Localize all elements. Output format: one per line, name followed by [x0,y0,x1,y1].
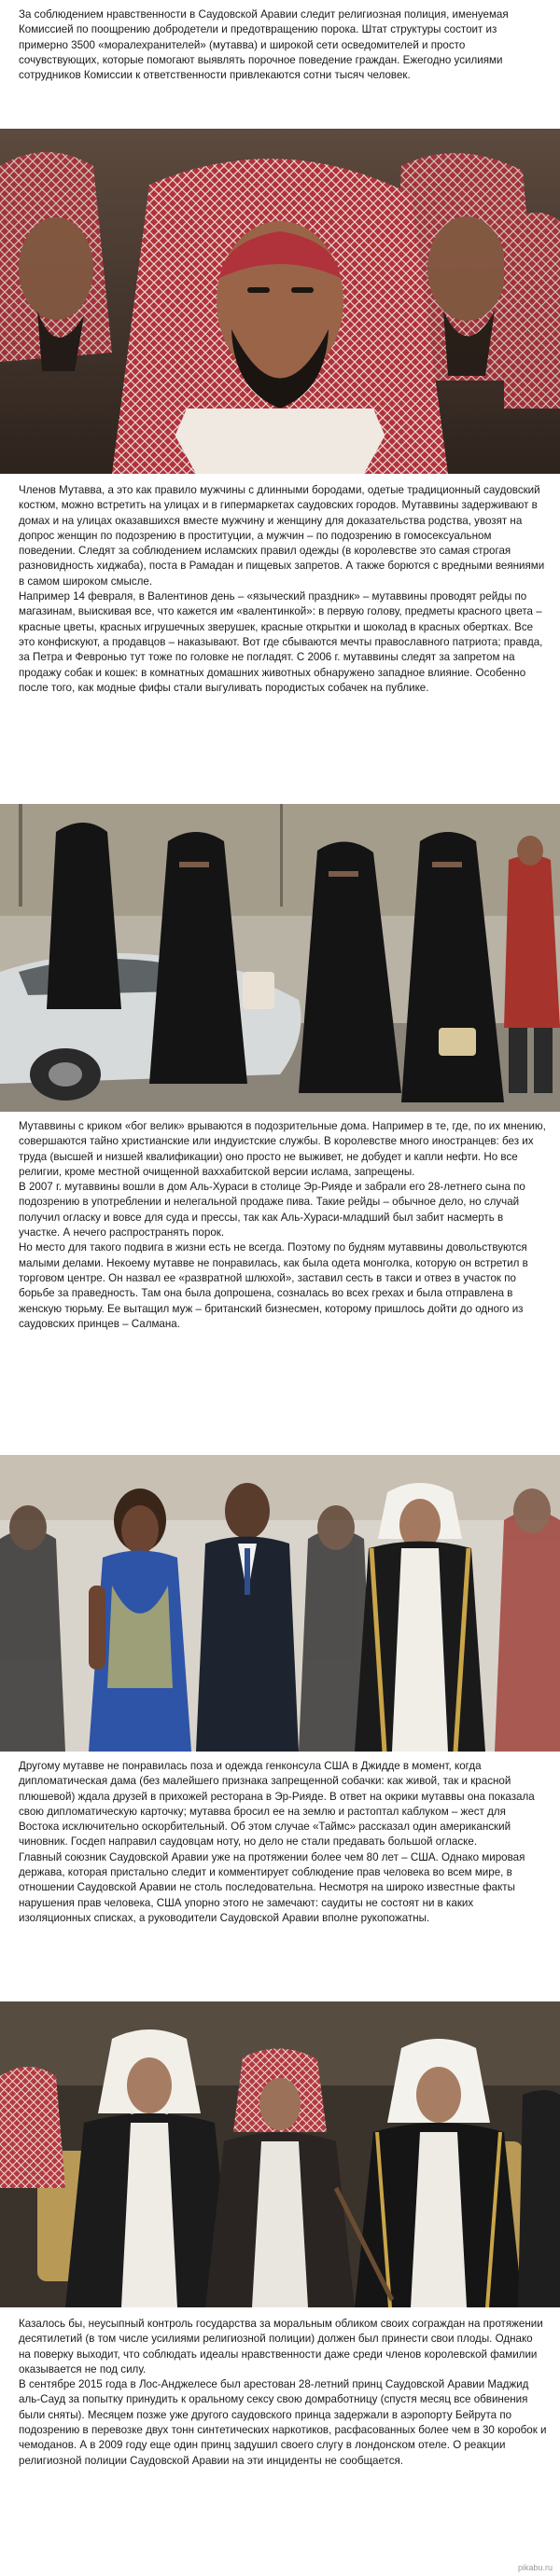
watermark-label: pikabu.ru [517,2563,553,2572]
paragraph: Мутаввины с криком «бог велик» врываются в подозрительные дома. Например в те, где, по их мнению, совершаются тайно христианские или индуистские службы. В королевстве много иностранцев: без их труда (высшей и низшей квалификации) оно просто не выживет, не добудет и капли нефти. Но все религии, кроме местной очищенной ваххабитской версии ислама, запрещены. [19,1120,546,1178]
text-block-4 [19,1759,547,1926]
photo-official-visit [0,1455,560,1752]
text-block-3 [19,1119,547,1332]
text-block-5 [19,2317,547,2469]
photo-royal-elders [0,2001,560,2307]
paragraph: Главный союзник Саудовской Аравии уже на протяжении более чем 80 лет – США. Однако мировая держава, которая пристально следит и комментирует соблюдение прав человека во всем мире, в отношении Саудовской Аравии не столь последовательна. Несмотря на широко известные факты нарушения прав человека, США упорно этого не замечают: саудиты не состоят ни в каких изоляционных списках, а руководители Саудовской Аравии вполне рукопожатны. [19,1850,525,1924]
paragraph: Например 14 февраля, в Валентинов день – «языческий праздник» – мутаввины проводят рейды по магазинам, выискивая все, что кажется им «валентинкой»: в первую голову, предметы красного цвета – красные цветы, красных игрушечных зверушек, красные открытки и шоколад в красных обертках. Все это конфискуют, а продавцов – наказывают. Вот где сбываются мечты православного патриота; правда, за Петра и Февронью тут тоже по головке не погладят. С 2006 г. мутаввины следят за запретом на продажу собак и кошек: в комнатных домашних животных обнаружено западное влияние. Особенно после того, как модные фифы стали выгуливать породистых собачек на публике. [19,590,543,694]
photo-women-in-niqab [0,804,560,1112]
text-block-2 [19,483,547,696]
photo-men-in-keffiyeh [0,129,560,474]
paragraph: За соблюдением нравственности в Саудовской Аравии следит религиозная полиция, именуемая Комиссией по поощрению добродетели и предотвращению порока. Штат структуры состоит из примерно 3500 «моралехранителей» (мутавва) и широкой сети осведомителей и просто сочувствующих, которые помогают выявлять порочное поведение граждан. Ежегодно усилиями сотрудников Комиссии к ответственности привлекаются сотни тысяч человек. [19,8,509,82]
paragraph: Членов Мутавва, а это как правило мужчины с длинными бородами, одетые традиционный саудовский костюм, можно встретить на улицах и в гипермаркетах саудовских городов. Мутаввины задерживают в домах и на улицах оказавшихся вместе мужчину и женщину для доказательства родства, увозят на допрос женщин по подозрению в проституции, а мужчин – по подозрению в гомосексуальном поведении. Следят за соблюдением исламских правил одежды (в королевстве это самая строгая разновидность хиджаба), поста в Рамадан и пищевых запретов. А также борются с вредными веяниями в самом широком смысле. [19,484,545,588]
paragraph: Казалось бы, неусыпный контроль государства за моральным обликом своих сограждан на протяжении десятилетий (в том числе усилиями религиозной полиции) должен был принести свои плоды. Однако на поверку выходит, что соблюдать идеалы нравственности даже среди членов королевской фамилии оказывается не под силу. [19,2318,543,2375]
paragraph: Но место для такого подвига в жизни есть не всегда. Поэтому по будням мутаввины довольствуются малыми делами. Некоему мутавве не понравилась, как была одета монголка, которую он встретил в торговом центре. Он назвал ее «развратной шлюхой», заставил сесть в такси и отвез в участок по борьбе за праведность. Там она была допрошена, созналась во всех грехах и была отправлена в женскую тюрьму. Ее вытащил муж – британский бизнесмен, которому пришлось дойти до одного из саудовских принцев – Салмана. [19,1241,528,1330]
paragraph: В сентябре 2015 года в Лос-Анджелесе был арестован 28-летний принц Саудовской Аравии Маджид аль-Сауд за попытку принудить к оральному сексу свою домработницу (спустя месяц все обвинения были сняты). Месяцем позже уже другого саудовского принца задержали в аэропорту Бейрута по подозрению в перевозке двух тонн синтетических наркотиков, расфасованных более чем в 30 коробок и чемоданов. А в 2009 году еще один принц задушил своего слугу в лондонском отеле. О реакции религиозной полиции Саудовской Аравии на эти инциденты не сообщается. [19,2378,547,2467]
paragraph: Другому мутавве не понравилась поза и одежда генконсула США в Джидде в момент, когда дипломатическая дама (без малейшего признака запрещенной собачки: как живой, так и красной плюшевой) ждала друзей в прихожей ресторана в Эр-Рияде. В ответ на окрики мутаввы она показала свою дипломатическую карточку; мутавва бросил ее на землю и растоптал каблуком – жест для Востока исключительно оскорбительный. Об этом случае «Таймс» рассказал один американский чиновник. Госдеп направил саудовцам ноту, но дело не стали предавать большой огласке. [19,1760,535,1849]
paragraph: В 2007 г. мутаввины вошли в дом Аль-Хураси в столице Эр-Рияде и забрали его 28-летнего сына по подозрению в употреблении и нелегальной продаже пива. Такие рейды – обычное дело, но случай получил огласку и вовсе для суда и прессы, так как Аль-Хураси-младший был забит насмерть в участке. А нечего распространять порок. [19,1181,525,1240]
text-block-1 [19,7,547,83]
